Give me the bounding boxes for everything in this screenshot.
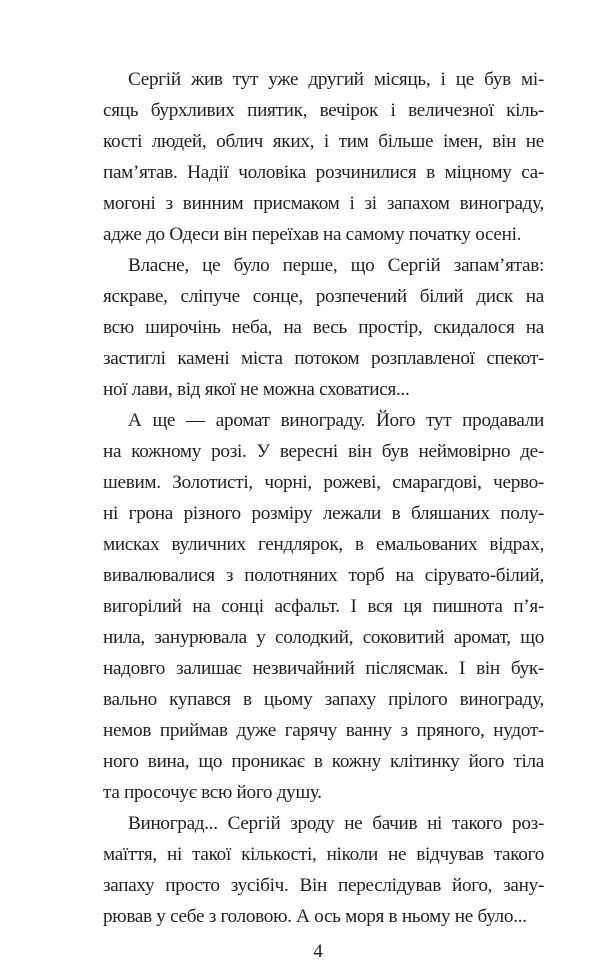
text-line: немов приймав дуже гарячу ванну з пряного, нудот- (103, 720, 544, 741)
body-text (103, 64, 544, 932)
page-number: 4 (313, 941, 323, 962)
text-line: та просочує всю його душу. (103, 782, 322, 803)
text-line: мисках вуличних гендлярок, в емальованих відрах, (103, 534, 544, 555)
text-line: маїття, ні такої кількості, ніколи не відчував такого (103, 844, 544, 865)
text-line: шевим. Золотисті, чорні, рожеві, смарагдові, черво- (103, 472, 544, 493)
text-line: вально купався в цьому запаху прілого винограду, (103, 689, 544, 710)
text-line: адже до Одеси він переїхав на самому початку осені. (103, 224, 522, 245)
text-line: всю широчінь неба, на весь простір, скидалося на (103, 317, 544, 338)
paragraph (103, 808, 544, 932)
paragraph (103, 405, 544, 808)
text-line: на кожному розі. У вересні він був неймовірно де- (103, 441, 544, 462)
text-line: А ще — аромат винограду. Його тут продавали (128, 410, 544, 431)
text-line: яскраве, сліпуче сонце, розпечений білий диск на (103, 286, 544, 307)
paragraph (103, 250, 544, 405)
text-line: кості людей, облич яких, і тим більше імен, він не (103, 131, 544, 152)
text-line: пам’ятав. Надії чоловіка розчинилися в міцному са- (103, 162, 544, 183)
text-line: ного вина, що проникає в кожну клітинку його тіла (103, 751, 544, 772)
text-line: вивалювалися з полотняних торб на сірувато-білий, (103, 565, 544, 586)
paragraph (103, 64, 544, 250)
text-line: нила, занурювала у солодкий, соковитий аромат, що (103, 627, 544, 648)
text-line: ні грона різного розміру лежали в бляшаних полу- (103, 503, 544, 524)
text-line: застиглі камені міста потоком розплавленої спекот- (103, 348, 544, 369)
text-line: запаху просто зусібіч. Він переслідував його, зану- (103, 875, 544, 896)
text-line: ної лави, від якої не можна сховатися... (103, 379, 410, 400)
text-line: сяць бурхливих пиятик, вечірок і величезної кіль- (103, 100, 544, 121)
text-line: Сергій жив тут уже другий місяць, і це був мі- (128, 69, 544, 90)
text-line: рював у себе з головою. А ось моря в ньому не було... (103, 906, 527, 927)
text-line: могоні з винним присмаком і зі запахом винограду, (103, 193, 544, 214)
text-line: вигорілий на сонці асфальт. І вся ця пишнота п’я- (103, 596, 544, 617)
text-line: надовго залишає незвичайний післясмак. І він бук- (103, 658, 544, 679)
text-line: Виноград... Сергій зроду не бачив ні такого роз- (128, 813, 544, 834)
text-line: Власне, це було перше, що Сергій запам’ятав: (128, 255, 544, 276)
